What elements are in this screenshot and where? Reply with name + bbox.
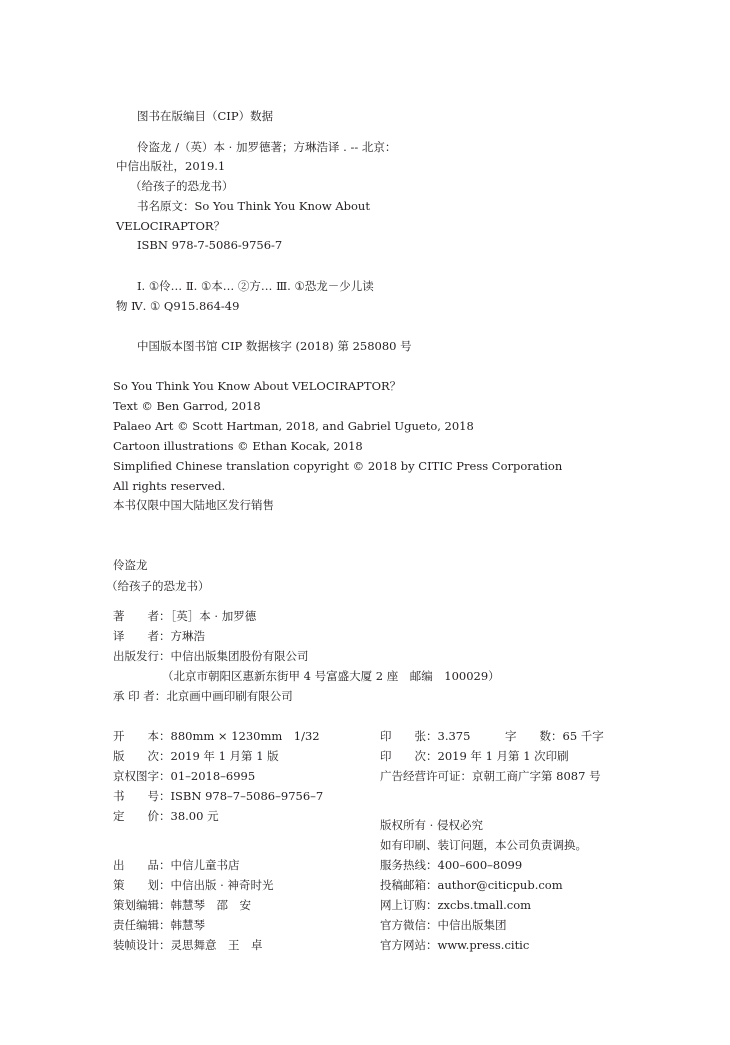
printing-label: 印 次：: [380, 749, 438, 763]
translator-label: 译 者：: [113, 629, 171, 643]
sheets-label: 印 张：: [380, 729, 438, 743]
cip-entry-line1: 伶盗龙 /（英）本 · 加罗德著；方琳浩译 . -- 北京：: [137, 140, 397, 154]
cip-number: 中国版本图书馆 CIP 数据核字 (2018) 第 258080 号: [137, 339, 412, 353]
spec-edition-row: [113, 748, 279, 764]
return-notice: 如有印刷、装订问题，本公司负责调换。: [380, 838, 587, 852]
spec-isbn-row: [113, 788, 323, 804]
credit-line-3: Palaeo Art © Scott Hartman, 2018, and Gabriel Ugueto, 2018: [113, 419, 474, 433]
staff-label: 策 划：: [113, 878, 171, 892]
words-label: 字 数：: [505, 729, 563, 743]
credit-line-4: Cartoon illustrations © Ethan Kocak, 2018: [113, 439, 363, 453]
contact-label: 官方微信：: [380, 918, 438, 932]
staff-value: 灵思舞意 王 卓: [170, 938, 263, 952]
translator-row: [113, 628, 205, 644]
staff-producer-row: [113, 857, 240, 873]
contact-email-row: [380, 877, 563, 893]
spec-value: 880mm × 1230mm 1/32: [170, 729, 320, 743]
cip-classification-line2: 物 Ⅳ. ① Q915.864-49: [116, 299, 240, 313]
staff-planning-row: [113, 877, 273, 893]
contact-value: www.press.citic: [437, 938, 530, 952]
publisher-address: （北京市朝阳区惠新东街甲 4 号富盛大厦 2 座 邮编 100029）: [162, 669, 500, 683]
publisher-label: 出版发行：: [113, 649, 171, 663]
spec-price-row: [113, 808, 219, 824]
staff-design-row: [113, 937, 263, 953]
contact-value: zxcbs.tmall.com: [437, 898, 532, 912]
contact-hotline-row: [380, 857, 522, 873]
spec-format-row: [113, 728, 320, 744]
spec-value: 2019 年 1 月第 1 版: [170, 749, 279, 763]
cip-heading: 图书在版编目（CIP）数据: [137, 109, 274, 123]
author-value: ［英］本 · 加罗德: [170, 609, 257, 623]
spec-value: ISBN 978–7–5086–9756–7: [170, 789, 324, 803]
spec-words-row: [505, 728, 604, 744]
staff-label: 装帧设计：: [113, 938, 171, 952]
author-label: 著 者：: [113, 609, 171, 623]
staff-planning-editor-row: [113, 897, 251, 913]
spec-copyright-reg-row: [113, 768, 255, 784]
rights-notice: 版权所有 · 侵权必究: [380, 818, 483, 832]
staff-label: 出 品：: [113, 858, 171, 872]
ad-license: 广告经营许可证：京朝工商广字第 8087 号: [380, 769, 601, 783]
contact-label: 服务热线：: [380, 858, 438, 872]
staff-label: 责任编辑：: [113, 918, 171, 932]
spec-value: 38.00 元: [170, 809, 219, 823]
book-series: （给孩子的恐龙书）: [106, 579, 210, 593]
staff-value: 中信出版 · 神奇时光: [170, 878, 274, 892]
staff-value: 韩慧琴: [170, 918, 205, 932]
printer-label: 承 印 者：: [113, 689, 167, 703]
cip-entry-line2: 中信出版社，2019.1: [116, 159, 226, 173]
printing-value: 2019 年 1 月第 1 次印刷: [437, 749, 569, 763]
contact-website-row: [380, 937, 529, 953]
spec-printing-row: [380, 748, 569, 764]
staff-value: 中信儿童书店: [170, 858, 240, 872]
cip-original-title-line1: 书名原文：So You Think You Know About: [137, 199, 370, 213]
credit-line-2: Text © Ben Garrod, 2018: [113, 399, 261, 413]
contact-wechat-row: [380, 917, 507, 933]
spec-label: 定 价：: [113, 809, 171, 823]
sheets-value: 3.375: [437, 729, 471, 743]
book-title: 伶盗龙: [113, 558, 148, 572]
cip-original-title-line2: VELOCIRAPTOR？: [116, 219, 226, 233]
cip-series: （给孩子的恐龙书）: [130, 179, 234, 193]
printer-row: [113, 688, 293, 704]
region-notice: 本书仅限中国大陆地区发行销售: [113, 498, 274, 512]
spec-label: 版 次：: [113, 749, 171, 763]
publisher-row: [113, 648, 309, 664]
credit-line-5: Simplified Chinese translation copyright © 2018 by CITIC Press Corporation: [113, 459, 563, 473]
cip-isbn: ISBN 978-7-5086-9756-7: [137, 238, 283, 252]
translator-value: 方琳浩: [170, 629, 205, 643]
staff-responsible-editor-row: [113, 917, 205, 933]
spec-label: 开 本：: [113, 729, 171, 743]
contact-value: author@citicpub.com: [437, 878, 563, 892]
spec-label: 京权图字：: [113, 769, 171, 783]
contact-label: 官方网站：: [380, 938, 438, 952]
contact-online-store-row: [380, 897, 531, 913]
staff-value: 韩慧琴 邵 安: [170, 898, 251, 912]
publisher-value: 中信出版集团股份有限公司: [170, 649, 309, 663]
cip-classification-line1: Ⅰ. ①伶… Ⅱ. ①本… ②方… Ⅲ. ①恐龙－少儿读: [137, 279, 374, 293]
author-row: [113, 608, 256, 624]
spec-value: 01–2018–6995: [170, 769, 256, 783]
words-value: 65 千字: [562, 729, 604, 743]
contact-label: 投稿邮箱：: [380, 878, 438, 892]
spec-label: 书 号：: [113, 789, 171, 803]
contact-label: 网上订购：: [380, 898, 438, 912]
staff-label: 策划编辑：: [113, 898, 171, 912]
credit-line-6: All rights reserved.: [113, 479, 226, 493]
printer-value: 北京画中画印刷有限公司: [166, 689, 293, 703]
spec-sheets-row: [380, 728, 470, 744]
credit-line-1: So You Think You Know About VELOCIRAPTOR？: [113, 379, 402, 393]
contact-value: 中信出版集团: [437, 918, 507, 932]
contact-value: 400–600–8099: [437, 858, 523, 872]
